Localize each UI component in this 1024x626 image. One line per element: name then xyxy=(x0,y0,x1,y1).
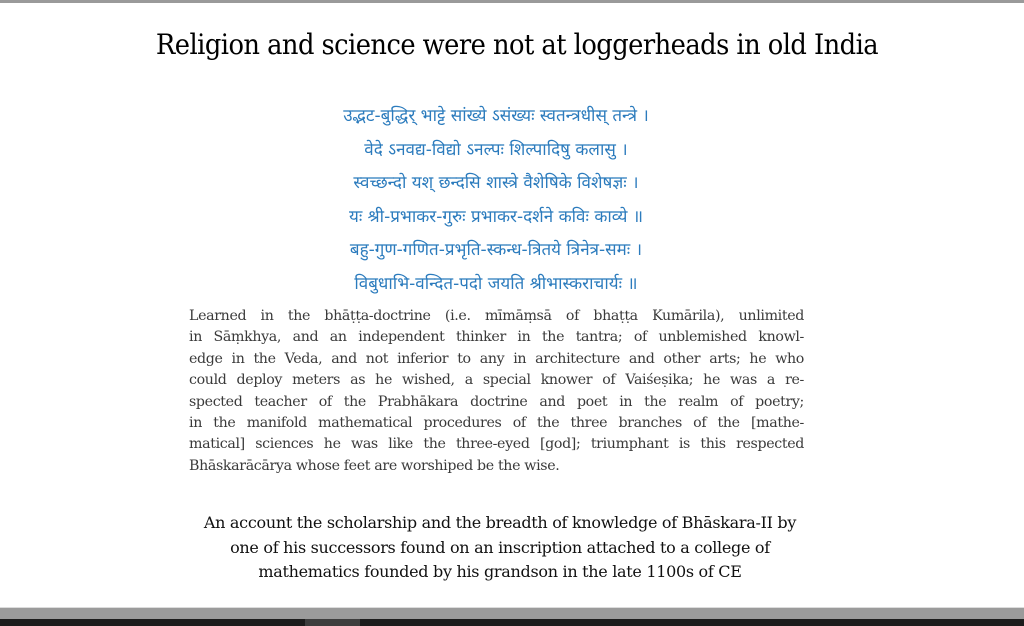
translation-line: spected teacher of the Prabhākara doctrine and poet in the realm of poetry; xyxy=(189,393,804,410)
top-border-bar xyxy=(0,0,1024,3)
slide-caption xyxy=(150,511,850,585)
caption-line: one of his successors found on an inscription attached to a college of xyxy=(230,537,770,557)
caption-line: mathematics founded by his grandson in the late 1100s of CE xyxy=(258,562,742,581)
translation-line: in the manifold mathematical procedures of the three branches of the [mathe- xyxy=(189,415,804,432)
bottom-scroll-thumb[interactable] xyxy=(305,619,360,626)
verse-line: विबुधाभि-वन्दित-पदो जयति श्रीभास्कराचार्यः ॥ xyxy=(354,273,638,294)
bottom-scroll-track[interactable] xyxy=(0,619,1024,626)
translation-line: in Sāṃkhya, and an independent thinker in the tantra; of unblemished knowl- xyxy=(189,329,804,346)
verse-line: बहु-गुण-गणित-प्रभृति-स्कन्ध-त्रितये त्रिनेत्र-समः । xyxy=(349,240,643,260)
translation-line: edge in the Veda, and not inferior to any in architecture and other arts; he who xyxy=(189,350,804,367)
verse-line: स्वच्छन्दो यश् छन्दसि शास्त्रे वैशेषिके विशेषज्ञः । xyxy=(353,173,639,193)
translation-line: Bhāskarācārya whose feet are worshiped be the wise. xyxy=(189,457,560,474)
translation-line: matical] sciences he was like the three-eyed [god]; triumphant is this respected xyxy=(189,436,804,453)
verse-line: उद्भट-बुद्धिर् भाट्टे सांख्ये ऽसंख्यः स्वतन्त्रधीस् तन्त्रे । xyxy=(343,106,649,126)
bottom-toolbar-bar xyxy=(0,608,1024,619)
verse-line: वेदे ऽनवद्य-विद्यो ऽनल्पः शिल्पादिषु कलासु । xyxy=(364,139,628,160)
sanskrit-verse xyxy=(246,100,746,301)
translation-line: could deploy meters as he wished, a special knower of Vaiśeṣika; he was a re- xyxy=(189,372,804,389)
translation-line: Learned in the bhāṭṭa-doctrine (i.e. mīmāṃsā of bhaṭṭa Kumārila), unlimited xyxy=(189,308,804,324)
verse-line: यः श्री-प्रभाकर-गुरुः प्रभाकर-दर्शने कविः काव्ये ॥ xyxy=(348,206,644,227)
english-translation xyxy=(189,306,804,477)
slide-title: Religion and science were not at loggerheads in old India xyxy=(155,28,879,61)
caption-line: An account the scholarship and the breadth of knowledge of Bhāskara-II by xyxy=(203,513,797,532)
